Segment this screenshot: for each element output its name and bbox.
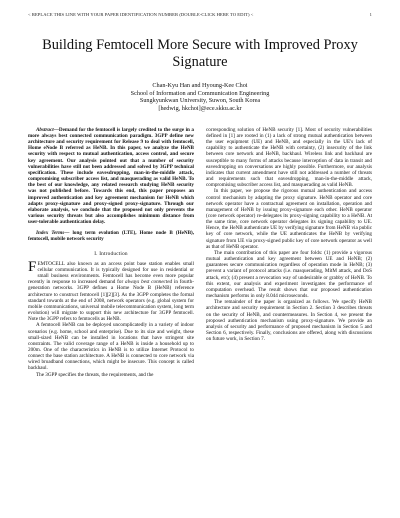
right-paragraph-3: The main contribution of this paper are four folds: (1) provide a vigorous mutual authentication and key agreement between UE and HeNB; (2) guarantees secure communication regardless of operation mode in HeNB; (3) prevent a variant of protocol attacks (i.e. masquerading, MitM attack, and DoS attack, etc); (4) present a revocation way of undesirable or grabby of HeNB. To this extent, our analysis and experiment investigates the performance of computation overhead. The result shows that our proposed authentication mechanism performs in only 8.044 microseconds. (206, 249, 372, 300)
abstract (28, 127, 194, 226)
author-emails: [hedwig, hkchoi]@ece.skku.ac.kr (158, 105, 242, 113)
right-paragraph-1: corresponding solution of HeNB security [1]. Most of security vulnerabilities defined in [1] are rooted in (1) a lack of strong mutual authentication between the user equipment (UE) and HeNB, and especially in the UE's lack of capability to authenticate the HeNB with certainty, (2) insecurity of the link between core network and HeNB, backhaul. Wireless link and backhaul are susceptible to many forms of attacks because interception of data in transit and eavesdropping on conversations are highly possible. Furthermore, our analysis indicates that current amendment have still not addressed a number of threats and requirements such that eavesdropping, man-in-the-middle attack, compromising subscriber access list, and masquerading as valid HeNB. (206, 126, 372, 189)
author-university: Sungkyunkwan University, Suwon, South Korea (139, 97, 261, 105)
index-terms-text: — long term evolution (LTE), Home node B (HeNB), femtocell, mobile network security (28, 230, 194, 243)
right-paragraph-4: The remainder of the paper is organized as follows. We specify HeNB architecture and security requirement in Section 2. Section 3 describes threats on the security of HeNB, and countermeasures. In Section 4, we present the proposed authentication mechanism using proxy-signature. We provide an analysis of security and performance of proposed mechanism in Section 5 and Section 6, respectively. Finally, conclusions are offered, along with discussions on future work, in Section 7. (206, 299, 372, 343)
left-column (28, 127, 194, 378)
index-terms (28, 230, 194, 242)
page-number: 1 (369, 12, 372, 17)
right-column (206, 127, 372, 378)
two-column-body (28, 127, 372, 378)
right-paragraph-2: In this paper, we propose the rigorous mutual authentication and access control mechanism by adapting the proxy signature. HeNB operator and core network operator have a contractual agreement on installation, operation and management of HeNB by issuing proxy-signature each other. HeNB operator (core network operator) re-delegates its proxy-signing capability to a HeNB. At the same time, core network operator delegates its signing capability to UE. Hence, the HeNB authenticate UE by verifying signature from HeNB via public key of core network, while the UE authenticates the HeNB by verifying signature from UE via proxy-signed public key of core network operator as well as that of HeNB operator. (206, 188, 372, 250)
abstract-label: Abstract (36, 126, 54, 133)
drop-cap: F (28, 259, 37, 276)
section-heading-introduction: I. Introduction (94, 250, 128, 257)
abstract-text: —Demand for the femtocell is largely credited to the surge in a more always best connected communication paradigm. 3GPP define new architecture and security requirement for Release 9 to deal with femtocell, Home eNode B referred as HeNB. In this paper, we analyze the HeNB security with respect to mutual authentication, access control, and secure key agreement. Our analysis pointed out that a number of security vulnerabilities have still not been addressed and solved by 3GPP technical specification. These include eavesdropping, man-in-the-middle attack, compromising subscriber access list, and masquerading as valid HeNB. To the best of our knowledge, any related research studying HeNB security was not published before. Towards this end, this paper proposes an improved authentication and key agreement mechanism for HeNB which adapts proxy-signature and proxy-signed proxy-signature. Through our elaborate analysis, we conclude that the proposed not only prevents the various security threats but also accomplishes minimum distance from user-tolerable authentication delay. (28, 126, 194, 226)
author-block (28, 82, 372, 113)
author-names: Chan-Kyu Han and Hyoung-Kee Choi (152, 82, 248, 89)
intro-p1-start: EMTOCELL also known as an access point base station enables small cellular communication. It is typically designed for use in residential or small business environments. Femtocell has become even more popular recently in response to increased demand for (28, 260, 194, 286)
author-affiliation: School of Information and Communication Engineering (130, 89, 270, 97)
paper-title: Building Femtocell More Secure with Improved Proxy Signature (42, 37, 358, 70)
intro-p1-end: in fourth-generation networks. 3GPP defines a Home Node B (HeNB) reference architecture to construct femtocell [1][2][3]. As the 3GPP completes the formal standard towards at the end of 2008, network operators (e.g. global system for mobile communications, universal mobile telecommunication system, long term evolution) will migrate to support this new architecture for 3GPP femtocell. Note the 3GPP refers to femtocells as HeNB. (28, 279, 195, 323)
paper-id-placeholder[interactable]: < REPLACE THIS LINE WITH YOUR PAPER IDENTIFICATION NUMBER (DOUBLE-CLICK HERE TO EDIT) < (28, 12, 254, 17)
intro-paragraph-2: A femtocell HeNB can be deployed uncomplicatedly in a variety of indoor scenarios (e.g. home, school and enterprise). Due to its size and weight, these small-sized HeNB can be installed in locations that have stringent site constraints. The valid coverage range of a HeNB is inside a household up to 200m. One of the characteristics in HeNB is to utilize Internet Protocol to connect the base station architecture. A HeNB is connected to core network via wired broadband connections, which might be insecure. This concept is called backhaul. (28, 322, 194, 372)
intro-p1-emphasis: always best connected (125, 279, 173, 286)
index-terms-label: Index Terms (36, 230, 65, 237)
running-header (28, 12, 372, 17)
intro-paragraph-1 (28, 261, 194, 323)
intro-paragraph-3: The 3GPP specifies the threats, the requirements, and the (36, 371, 154, 378)
